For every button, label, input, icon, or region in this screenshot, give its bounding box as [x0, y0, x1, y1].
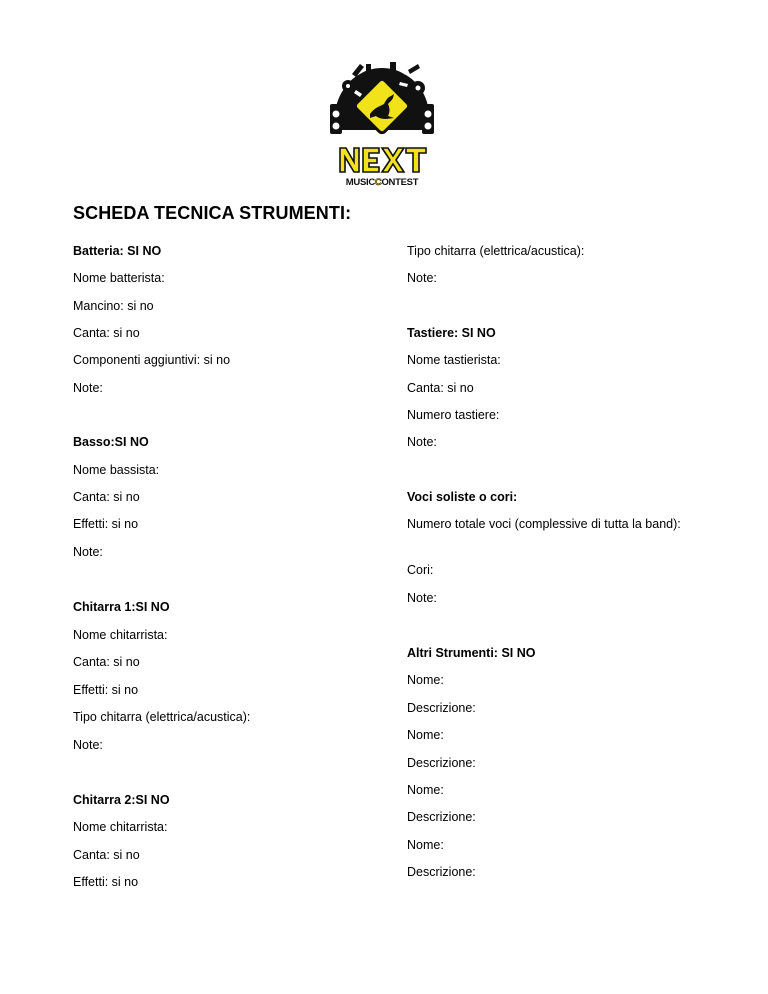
batteria-heading: Batteria: SI NO — [73, 244, 162, 258]
note-batteria-label: Note: — [73, 381, 103, 395]
note-tastiere-label: Note: — [407, 435, 437, 449]
tastiere-heading: Tastiere: SI NO — [407, 326, 496, 340]
logo-ontest-text: ONTEST — [381, 177, 419, 188]
descrizione4-label: Descrizione: — [407, 865, 476, 879]
svg-text:MUSICCONTEST — [346, 177, 419, 188]
next-music-contest-logo — [326, 60, 438, 190]
nome-chitarrista2-label: Nome chitarrista: — [73, 820, 168, 834]
page-title: SCHEDA TECNICA STRUMENTI: — [73, 203, 352, 223]
tipo-chitarra1-label: Tipo chitarra (elettrica/acustica): — [73, 710, 251, 724]
chitarra1-heading: Chitarra 1:SI NO — [73, 600, 170, 614]
note-basso-label: Note: — [73, 545, 103, 559]
descrizione2-label: Descrizione: — [407, 756, 476, 770]
descrizione1-label: Descrizione: — [407, 701, 476, 715]
voci-heading: Voci soliste o cori: — [407, 490, 518, 504]
canta-tastiere-label: Canta: si no — [407, 381, 474, 395]
effetti-basso-label: Effetti: si no — [73, 517, 139, 531]
effetti-chitarra1-label: Effetti: si no — [73, 683, 139, 697]
canta-chitarra1-label: Canta: si no — [73, 655, 140, 669]
chitarra2-heading: Chitarra 2:SI NO — [73, 793, 170, 807]
nome2-label: Nome: — [407, 728, 444, 742]
basso-heading: Basso:SI NO — [73, 435, 149, 449]
nome-tastierista-label: Nome tastierista: — [407, 353, 501, 367]
altri-strumenti-heading: Altri Strumenti: SI NO — [407, 646, 536, 660]
canta-chitarra2-label: Canta: si no — [73, 848, 140, 862]
numero-voci-label: Numero totale voci (complessive di tutta la band): — [407, 517, 681, 531]
nome-chitarrista1-label: Nome chitarrista: — [73, 628, 168, 642]
effetti-chitarra2-label: Effetti: si no — [73, 875, 139, 889]
nome4-label: Nome: — [407, 838, 444, 852]
nome1-label: Nome: — [407, 673, 444, 687]
nome-bassista-label: Nome bassista: — [73, 463, 160, 477]
componenti-aggiuntivi-label: Componenti aggiuntivi: si no — [73, 353, 231, 367]
note-chitarra1-label: Note: — [73, 738, 103, 752]
nome-batterista-label: Nome batterista: — [73, 271, 165, 285]
canta-basso-label: Canta: si no — [73, 490, 140, 504]
logo-c-text: C — [374, 177, 382, 188]
nome3-label: Nome: — [407, 783, 444, 797]
numero-tastiere-label: Numero tastiere: — [407, 408, 500, 422]
note-chitarra2-label: Note: — [407, 271, 437, 285]
mancino-label: Mancino: si no — [73, 299, 154, 313]
tipo-chitarra2-label: Tipo chitarra (elettrica/acustica): — [407, 244, 585, 258]
logo-music-text: MUSIC — [345, 177, 375, 188]
note-voci-label: Note: — [407, 591, 437, 605]
descrizione3-label: Descrizione: — [407, 810, 476, 824]
canta-batteria-label: Canta: si no — [73, 326, 140, 340]
cori-label: Cori: — [407, 563, 434, 577]
